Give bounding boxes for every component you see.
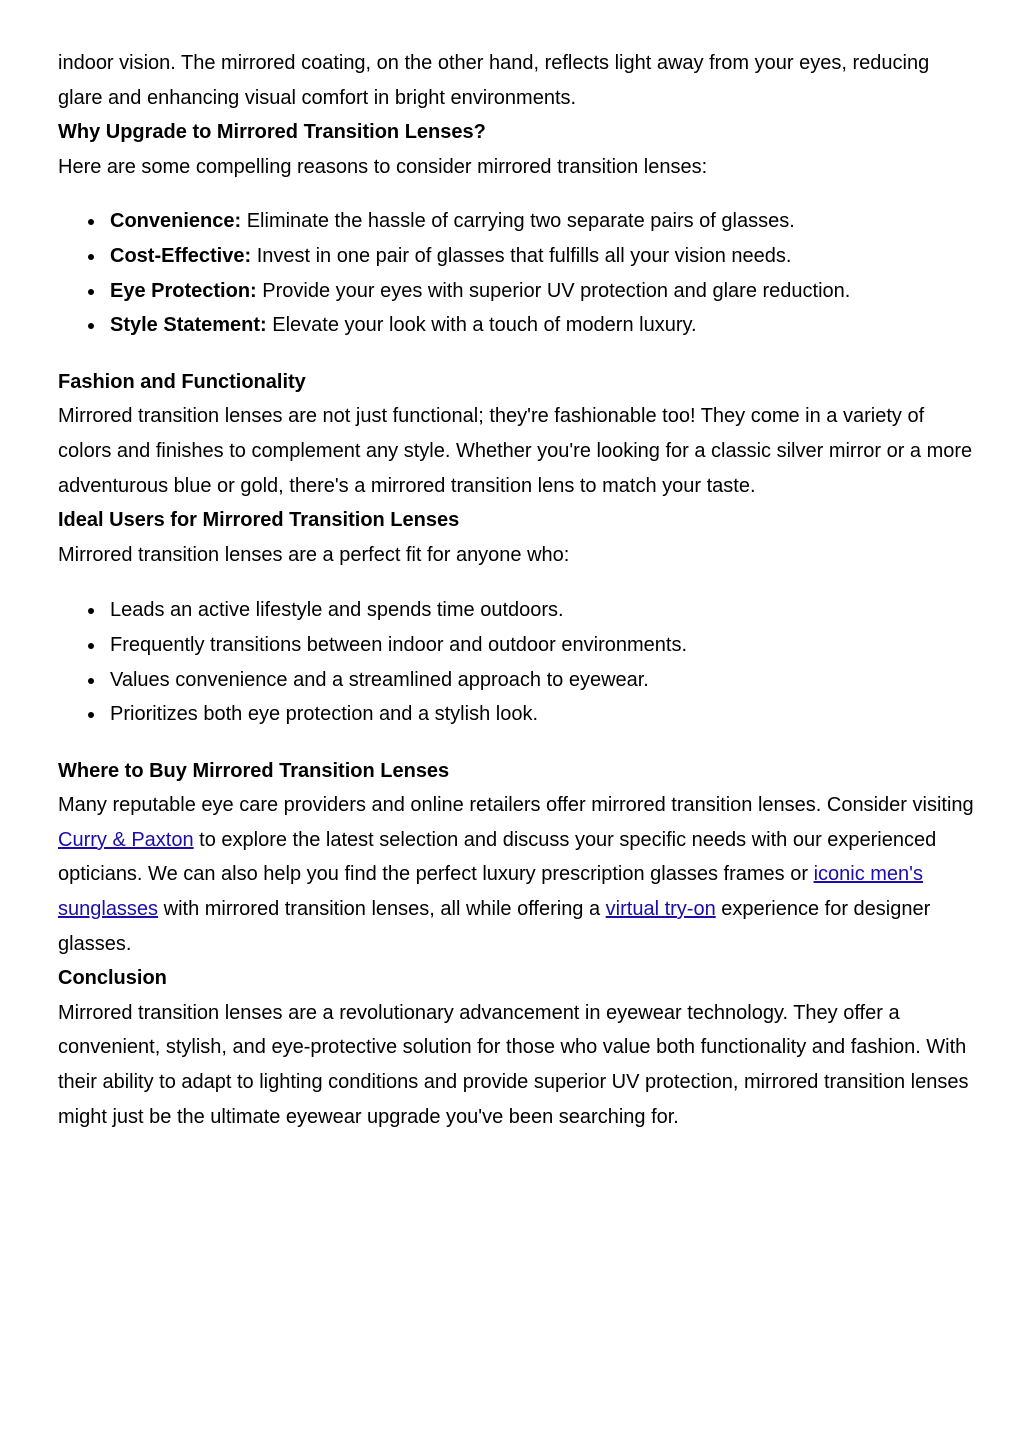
list-item: Values convenience and a streamlined approach to eyewear. [110,663,978,698]
list-item-text: Eliminate the hassle of carrying two separate pairs of glasses. [241,210,795,233]
list-item-term: Convenience: [110,210,242,233]
list-item: Leads an active lifestyle and spends time outdoors. [110,593,978,628]
list-item-term: Cost-Effective: [110,244,252,267]
list-item-text: Provide your eyes with superior UV protection and glare reduction. [256,279,851,302]
list-item-term: Eye Protection: [110,279,257,302]
fashion-paragraph: Mirrored transition lenses are not just functional; they're fashionable too! They come in a variety of colors and finishes to complement any style. Whether you're looking for a classic silver mirror or a more adventurous blue or gold, there's a mirrored transition lens to match your taste. [58,405,973,497]
where-to-buy-text-4: experience for designer glasses. [58,898,931,955]
reasons-list [58,204,978,342]
where-to-buy-heading: Where to Buy Mirrored Transition Lenses [58,759,450,782]
where-to-buy-text-2: to explore the latest selection and discuss your specific needs with our experienced opticians. We can also help you find the perfect luxury prescription glasses frames or [58,828,937,886]
why-upgrade-lead: Here are some compelling reasons to consider mirrored transition lenses: [58,155,708,178]
list-item: Frequently transitions between indoor and outdoor environments. [110,628,978,663]
ideal-users-list [58,593,978,731]
ideal-users-heading: Ideal Users for Mirrored Transition Lenses [58,509,460,532]
list-item-term: Style Statement: [110,314,267,337]
list-item-text: Elevate your look with a touch of modern luxury. [266,314,697,337]
virtual-try-on-link[interactable]: virtual try-on [605,898,716,921]
fashion-heading: Fashion and Functionality [58,370,306,393]
list-item-text: Invest in one pair of glasses that fulfills all your vision needs. [251,244,792,267]
where-to-buy-text-3: with mirrored transition lenses, all while offering a [158,898,606,921]
ideal-users-lead: Mirrored transition lenses are a perfect fit for anyone who: [58,543,570,566]
mens-sunglasses-link[interactable]: iconic men's sunglasses [58,863,923,921]
list-item: Prioritizes both eye protection and a stylish look. [110,697,978,732]
conclusion-paragraph: Mirrored transition lenses are a revolutionary advancement in eyewear technology. They offer a convenient, stylish, and eye-protective solution for those who value both functionality and fashion. With their ability to adapt to lighting conditions and provide superior UV protection, mirrored transition lenses might just be the ultimate eyewear upgrade you've been searching for. [58,1001,969,1128]
list-item [110,239,978,274]
document-page [58,46,978,1134]
where-to-buy-paragraph [58,788,978,961]
list-item [110,204,978,239]
conclusion-heading: Conclusion [58,967,167,990]
list-item [110,274,978,309]
intro-paragraph: indoor vision. The mirrored coating, on the other hand, reflects light away from your eyes, reducing glare and enhancing visual comfort in bright environments. [58,52,930,109]
list-item [110,308,978,343]
why-upgrade-heading: Why Upgrade to Mirrored Transition Lenses? [58,121,486,144]
curry-paxton-link[interactable]: Curry & Paxton [58,828,194,851]
where-to-buy-text-1: Many reputable eye care providers and online retailers offer mirrored transition lenses. Consider visiting [58,794,974,817]
